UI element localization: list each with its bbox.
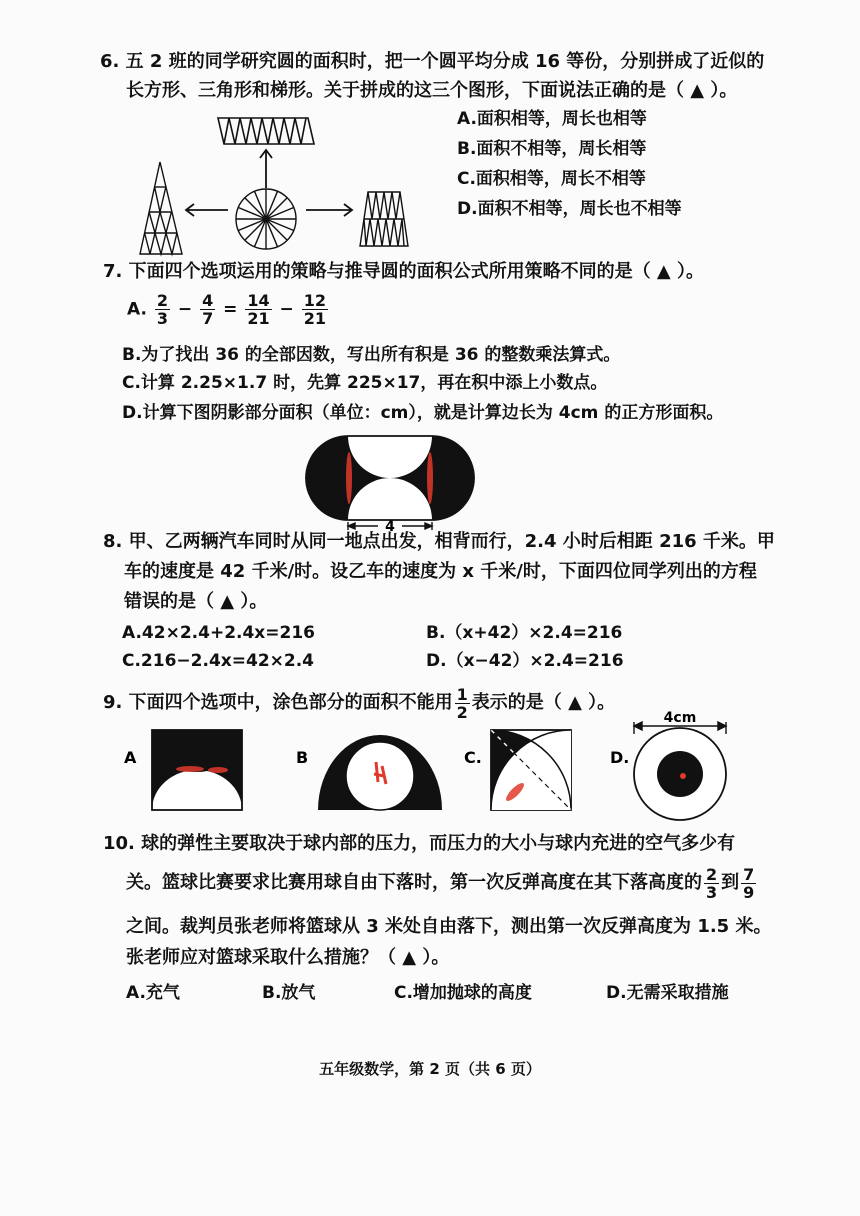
q7-line xyxy=(103,260,704,284)
q10-line-2 xyxy=(126,862,758,904)
q10-option-c: C.增加抛球的高度 xyxy=(394,983,532,1003)
q6-triangle-shape xyxy=(140,162,182,254)
q10-fraction-1: $\frac{2}{3}$ xyxy=(706,864,718,902)
q7-fraction-4: $\frac{12}{21}$ xyxy=(303,291,326,328)
q9-label-c: C. xyxy=(464,748,482,767)
q7-minus-1: − xyxy=(177,299,193,320)
q9-figure-b xyxy=(318,735,442,810)
q10-stem-2: 关。篮球比赛要求比赛用球自由下落时，第一次反弹高度在其下落高度的 xyxy=(126,872,702,893)
q6-stem-1: 五 2 班的同学研究圆的面积时，把一个圆平均分成 16 等份，分别拼成了近似的 xyxy=(125,51,765,72)
q9-label-a: A xyxy=(124,748,137,767)
q10-fraction-2: $\frac{7}{9}$ xyxy=(743,864,755,902)
q7-number: 7. xyxy=(103,261,123,282)
q10-number: 10. xyxy=(103,833,135,854)
q6-arrow-left xyxy=(186,204,228,216)
q10-stem-4: 张老师应对篮球采取什么措施？（ ▲ ）。 xyxy=(126,947,450,968)
q9-label-d: D. xyxy=(610,748,630,767)
q6-option-c: C.面积相等，周长不相等 xyxy=(457,169,646,189)
q7-fraction-3: $\frac{14}{21}$ xyxy=(247,291,270,328)
q7-option-d: D.计算下图阴影部分面积（单位：cm），就是计算边长为 4cm 的正方形面积。 xyxy=(122,403,724,423)
q9-figure-a xyxy=(152,730,242,810)
q7-option-a xyxy=(127,292,330,327)
q6-option-b: B.面积不相等，周长相等 xyxy=(457,139,647,159)
q6-arrow-right xyxy=(306,204,352,216)
q8-line-1 xyxy=(103,530,775,554)
q7-stem: 下面四个选项运用的策略与推导圆的面积公式所用策略不同的是（ ▲ ）。 xyxy=(128,261,705,282)
q6-trapezoid-shape xyxy=(360,192,408,246)
q6-number: 6. xyxy=(100,51,120,72)
q8-stem-2: 车的速度是 42 千米/时。设乙车的速度为 x 千米/时，下面四位同学列出的方程 xyxy=(124,561,757,582)
q7-option-c: C.计算 2.25×1.7 时，先算 225×17，再在积中添上小数点。 xyxy=(122,373,608,393)
q10-option-a: A.充气 xyxy=(126,983,180,1003)
q10-line-1 xyxy=(103,832,735,856)
q6-stem-2: 长方形、三角形和梯形。关于拼成的这三个图形，下面说法正确的是（ ▲ ）。 xyxy=(126,80,738,101)
q9-label-b: B xyxy=(296,748,309,767)
q9-stem-a: 下面四个选项中，涂色部分的面积不能用 xyxy=(128,692,453,713)
q6-option-d: D.面积不相等，周长也不相等 xyxy=(457,199,682,219)
q7-stadium-shape xyxy=(306,436,474,520)
q7-shaded-figure xyxy=(310,434,470,534)
q6-divided-circle xyxy=(236,189,296,249)
q8-option-b: B.（x+42）×2.4=216 xyxy=(426,623,623,643)
q9-figure-c xyxy=(491,730,571,810)
q10-to: 到 xyxy=(721,872,740,893)
q7-equals: = xyxy=(223,299,238,320)
q10-option-d: D.无需采取措施 xyxy=(606,983,729,1003)
q10-option-b: B.放气 xyxy=(262,983,316,1003)
q9-fraction: $\frac{1}{2}$ xyxy=(456,684,468,722)
q9-figures xyxy=(120,710,740,820)
q10-stem-1: 球的弹性主要取决于球内部的压力，而压力的大小与球内充进的空气多少有 xyxy=(141,833,736,854)
q6-line-1 xyxy=(100,50,764,74)
q7-fraction-2: $\frac{4}{7}$ xyxy=(202,291,214,328)
q9-stem-b: 表示的是（ ▲ ）。 xyxy=(471,692,616,713)
q7-fraction-1: $\frac{2}{3}$ xyxy=(156,291,168,328)
q7-dimension-label: 4 xyxy=(385,519,395,535)
q9-figure-d xyxy=(634,728,726,820)
q9-dimension-label: 4cm xyxy=(663,710,697,726)
q6-option-a: A.面积相等，周长也相等 xyxy=(457,109,647,129)
q8-option-d: D.（x−42）×2.4=216 xyxy=(426,651,624,671)
q8-stem-1: 甲、乙两辆汽车同时从同一地点出发，相背而行，2.4 小时后相距 216 千米。甲 xyxy=(128,531,775,552)
q6-figure xyxy=(130,108,430,258)
q8-option-c: C.216−2.4x=42×2.4 xyxy=(122,651,315,671)
q8-stem-3: 错误的是（ ▲ ）。 xyxy=(124,591,268,612)
q6-parallelogram-shape xyxy=(218,118,314,144)
q10-stem-3: 之间。裁判员张老师将篮球从 3 米处自由落下，测出第一次反弹高度为 1.5 米。 xyxy=(126,916,772,937)
q7-minus-2: − xyxy=(279,299,294,320)
q7-option-a-prefix: A. xyxy=(127,299,147,320)
q7-option-b: B.为了找出 36 的全部因数，写出所有积是 36 的整数乘法算式。 xyxy=(122,345,621,365)
q8-option-a: A.42×2.4+2.4x=216 xyxy=(122,623,316,643)
q9-number: 9. xyxy=(103,692,123,713)
page-footer: 五年级数学，第 2 页（共 6 页） xyxy=(319,1060,541,1078)
q8-number: 8. xyxy=(103,531,123,552)
q6-arrow-up xyxy=(260,150,272,188)
